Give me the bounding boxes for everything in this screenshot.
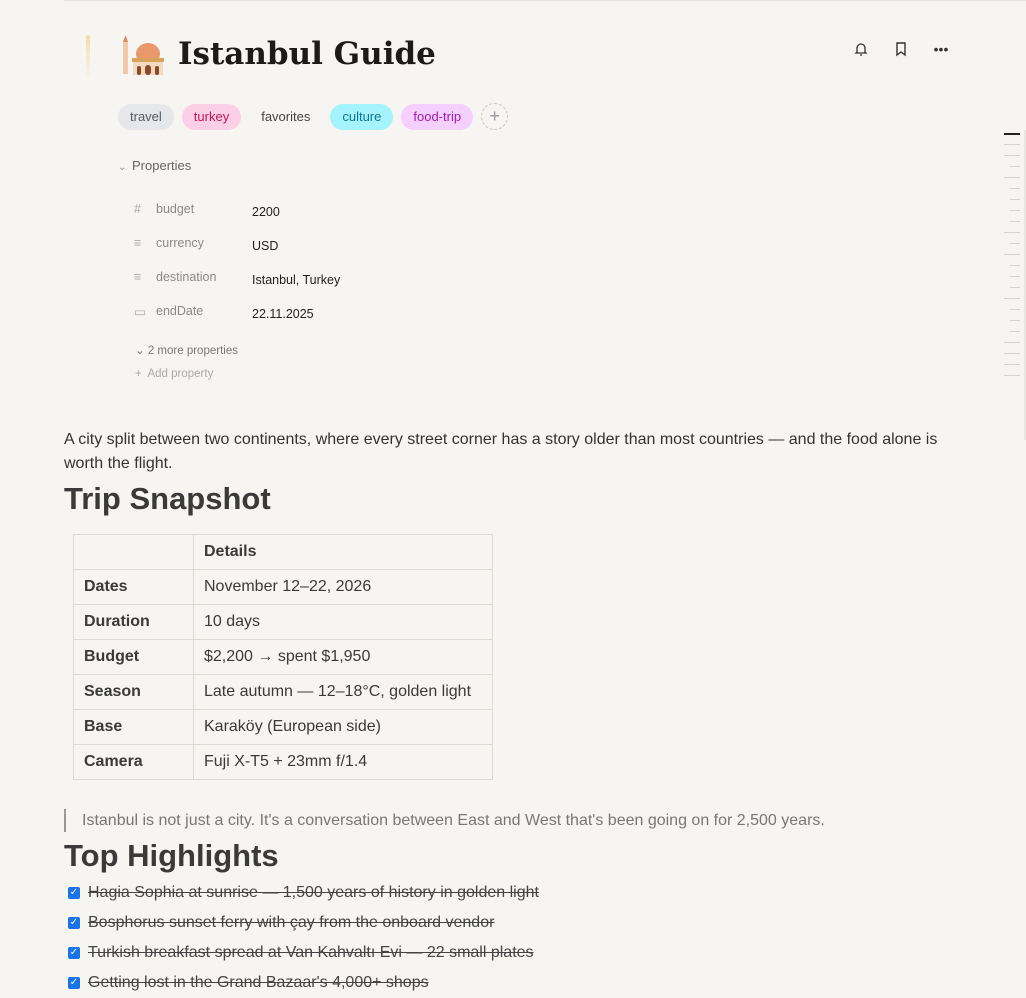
top-divider [64, 0, 1026, 1]
add-property-label: Add property [147, 368, 214, 380]
outline-tick[interactable] [1010, 331, 1020, 332]
checklist-text: Turkish breakfast spread at Van Kahvaltı Evi — 22 small plates [88, 944, 534, 961]
table-cell: Season [74, 675, 194, 710]
outline-tick[interactable] [1010, 243, 1020, 244]
properties-label: Properties [132, 158, 192, 173]
page-title[interactable]: Istanbul Guide [178, 36, 436, 72]
outline-tick[interactable] [1010, 210, 1020, 211]
table-cell: Fuji X-T5 + 23mm f/1.4 [194, 745, 493, 780]
tag-favorites[interactable]: favorites [249, 104, 322, 130]
property-type-icon: ≡ [134, 270, 142, 284]
table-row [74, 640, 493, 675]
bell-icon[interactable] [852, 40, 870, 58]
property-key: endDate [156, 304, 204, 318]
checklist-text: Hagia Sophia at sunrise — 1,500 years of history in golden light [88, 884, 539, 901]
checklist-item [68, 914, 494, 932]
outline-tick[interactable] [1004, 298, 1020, 299]
checklist-item [68, 944, 534, 962]
chevron-down-icon: ⌄ [118, 162, 127, 173]
property-type-icon: # [134, 202, 141, 216]
outline-tick[interactable] [1004, 342, 1020, 343]
outline-tick[interactable] [1004, 375, 1020, 376]
property-value[interactable]: USD [252, 239, 279, 253]
tag-turkey[interactable]: turkey [182, 104, 241, 130]
checklist-text: Bosphorus sunset ferry with çay from the onboard vendor [88, 914, 495, 931]
property-row-budget[interactable] [134, 202, 280, 219]
table-row [74, 570, 493, 605]
heading-trip-snapshot: Trip Snapshot [64, 481, 271, 516]
property-row-destination[interactable] [134, 270, 340, 287]
table-row [74, 710, 493, 745]
outline-tick[interactable] [1010, 199, 1020, 200]
outline-tick[interactable] [1010, 309, 1020, 310]
table-row [74, 605, 493, 640]
outline-tick[interactable] [1004, 177, 1020, 178]
outline-tick[interactable] [1010, 287, 1020, 288]
table-cell: Late autumn — 12–18°C, golden light [194, 675, 493, 710]
checklist-text: Getting lost in the Grand Bazaar's 4,000+ shops [88, 974, 429, 991]
checkbox-checked[interactable]: ✓ [69, 887, 79, 898]
mosque-icon[interactable] [120, 34, 164, 78]
outline-tick[interactable] [1010, 188, 1020, 189]
outline-tick[interactable] [1004, 232, 1020, 233]
tag-food-trip[interactable]: food-trip [401, 104, 473, 130]
outline-tick[interactable] [1010, 221, 1020, 222]
property-key: currency [156, 236, 204, 250]
add-tag-button[interactable]: + [481, 103, 508, 130]
plus-icon: + [135, 368, 142, 380]
tag-culture[interactable]: culture [330, 104, 393, 130]
table-cell: Duration [74, 605, 194, 640]
checkbox-checked[interactable]: ✓ [69, 947, 79, 958]
outline-tick[interactable] [1004, 144, 1020, 145]
property-key: destination [156, 270, 217, 284]
outline-tick[interactable] [1004, 155, 1020, 156]
page-accent-bar [86, 35, 90, 79]
outline-tick[interactable] [1010, 276, 1020, 277]
outline-tick[interactable] [1010, 166, 1020, 167]
outline-tick[interactable] [1010, 265, 1020, 266]
table-header-row [74, 535, 493, 570]
intro-paragraph: A city split between two continents, where every street corner has a story older than most countries — and the food alone is worth the flight. [64, 431, 938, 472]
property-row-endDate[interactable] [134, 304, 314, 321]
outline-tick[interactable] [1004, 364, 1020, 365]
table-cell: Details [194, 535, 493, 570]
table-cell [74, 535, 194, 570]
property-value[interactable]: 22.11.2025 [252, 307, 314, 321]
tag-travel[interactable]: travel [118, 104, 174, 130]
property-value[interactable]: Istanbul, Turkey [252, 273, 341, 287]
checkbox-checked[interactable]: ✓ [69, 917, 79, 928]
table-cell: Base [74, 710, 194, 745]
blockquote: Istanbul is not just a city. It's a conversation between East and West that's been going on for 2,500 years. [64, 809, 825, 832]
checkbox-checked[interactable]: ✓ [69, 977, 79, 988]
more-properties-button[interactable]: ⌄ 2 more properties [135, 345, 238, 357]
properties-toggle[interactable] [118, 158, 191, 173]
heading-top-highlights: Top Highlights [64, 838, 279, 873]
property-key: budget [156, 202, 195, 216]
bookmark-icon[interactable] [892, 40, 910, 58]
tag-list [118, 103, 508, 130]
snapshot-table [73, 534, 493, 780]
table-cell: $2,200 → spent $1,950 [194, 640, 493, 675]
outline-tick[interactable] [1004, 254, 1020, 255]
property-value[interactable]: 2200 [252, 205, 280, 219]
table-row [74, 675, 493, 710]
table-cell: November 12–22, 2026 [194, 570, 493, 605]
table-row [74, 745, 493, 780]
add-property-button[interactable] [135, 368, 213, 380]
table-cell: Karaköy (European side) [194, 710, 493, 745]
checklist-item [68, 884, 539, 902]
table-cell: Budget [74, 640, 194, 675]
more-icon[interactable]: ••• [933, 41, 949, 57]
table-cell: 10 days [194, 605, 493, 640]
table-cell: Camera [74, 745, 194, 780]
property-row-currency[interactable] [134, 236, 278, 253]
property-type-icon: ≡ [134, 236, 142, 250]
property-type-icon: ▭ [134, 305, 146, 319]
more-properties-label: 2 more properties [147, 345, 238, 357]
table-cell: Dates [74, 570, 194, 605]
outline-tick[interactable] [1010, 320, 1020, 321]
outline-tick[interactable] [1004, 133, 1020, 135]
outline-tick[interactable] [1004, 353, 1020, 354]
checklist-item [68, 974, 429, 992]
